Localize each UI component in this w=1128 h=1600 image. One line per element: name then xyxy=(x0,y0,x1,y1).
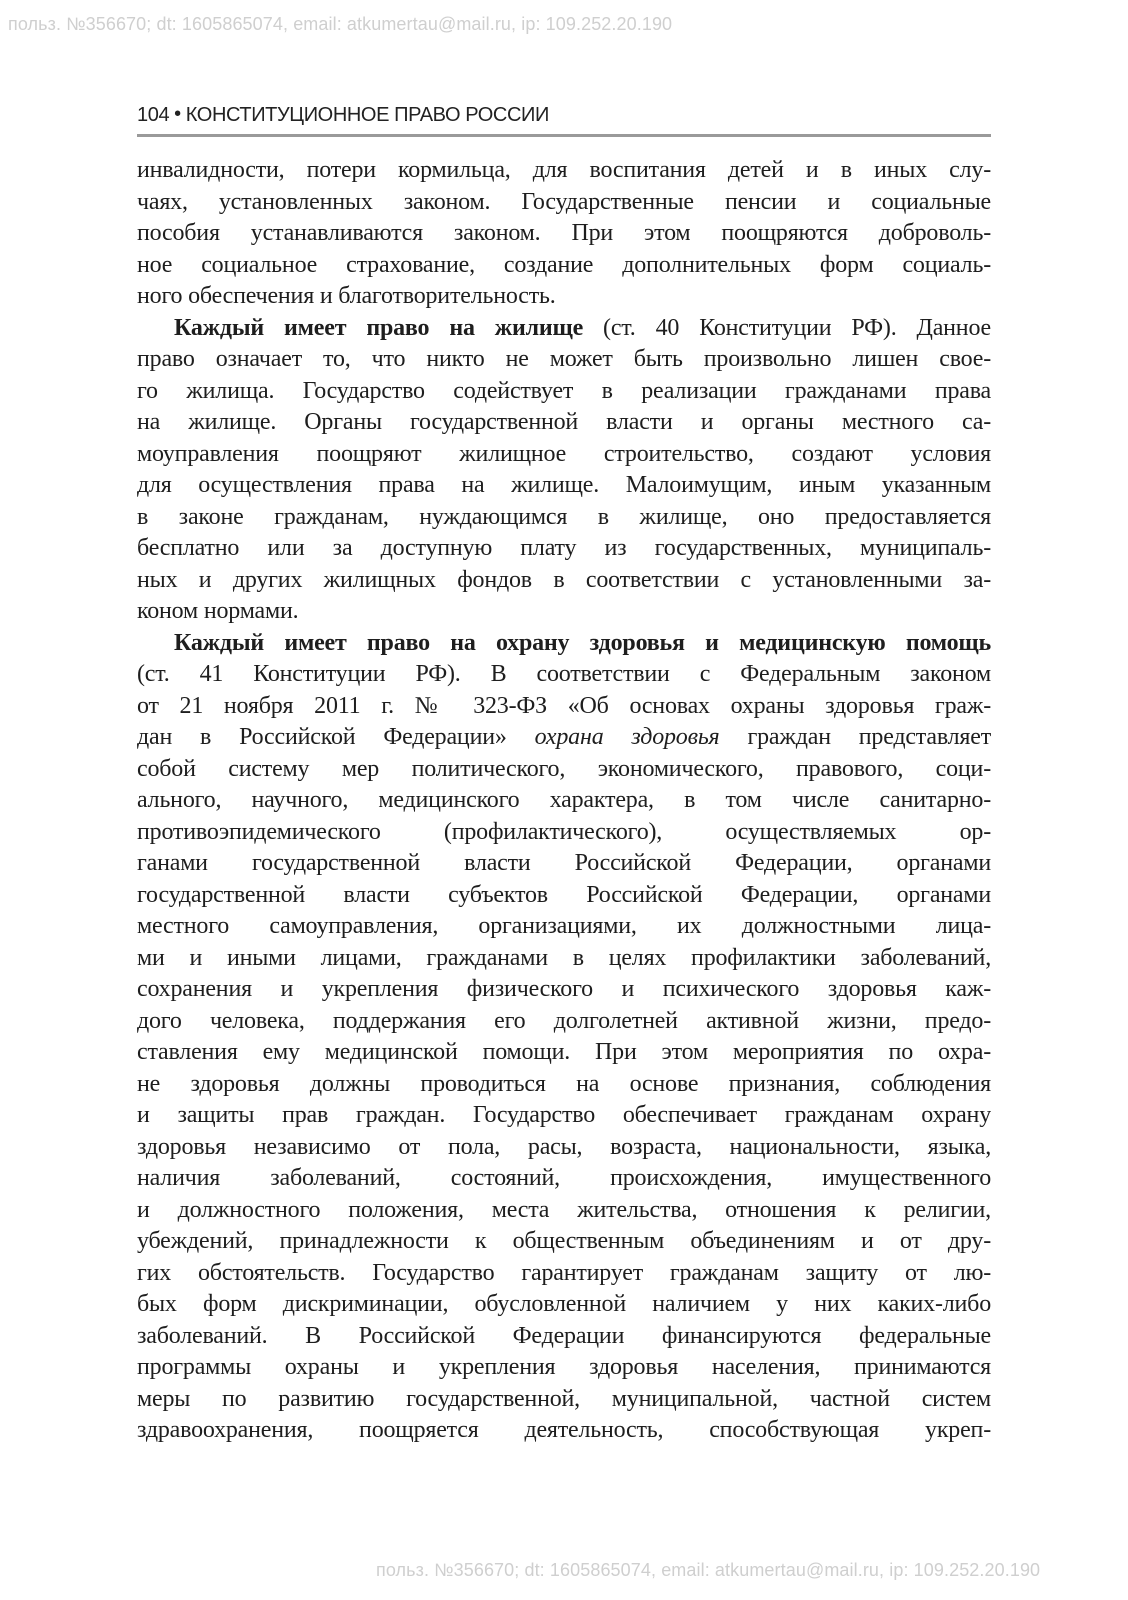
text-line xyxy=(137,596,991,628)
text-line xyxy=(137,1289,991,1321)
watermark-bottom: польз. №356670; dt: 1605865074, email: atkumertau@mail.ru, ip: 109.252.20.190 xyxy=(376,1560,1041,1580)
text-line xyxy=(137,848,991,880)
text-line xyxy=(137,628,991,660)
text-line xyxy=(137,943,991,975)
text-run: не здоровья должны проводиться на основе признания, соблюдения xyxy=(137,1070,991,1097)
text-run: граждан представляет xyxy=(719,724,991,750)
text-run: и должностного положения, места жительства, отношения к религии, xyxy=(137,1196,991,1223)
text-line xyxy=(137,1352,991,1384)
text-run: ганами государственной власти Российской Федерации, органами xyxy=(137,850,991,876)
text-run: пособия устанавливаются законом. При этом поощряются доброволь- xyxy=(137,220,991,246)
text-line xyxy=(137,281,991,313)
text-line xyxy=(137,155,991,187)
text-run: государственной власти субъектов Российской Федерации, органами xyxy=(137,881,991,908)
text-line xyxy=(137,974,991,1006)
text-line xyxy=(137,407,991,439)
text-line xyxy=(137,880,991,912)
text-run: бых форм дискриминации, обусловленной наличием у них каких-либо xyxy=(137,1291,991,1317)
text-run: для осуществления права на жилище. Малоимущим, иным указанным xyxy=(137,472,991,498)
text-line xyxy=(137,439,991,471)
text-line xyxy=(137,1163,991,1195)
text-line xyxy=(137,533,991,565)
text-line xyxy=(137,691,991,723)
text-line xyxy=(137,754,991,786)
text-run: собой систему мер политического, экономического, правового, соци- xyxy=(137,755,991,782)
text-line xyxy=(137,313,991,345)
text-line xyxy=(137,502,991,534)
text-run: моуправления поощряют жилищное строительство, создают условия xyxy=(137,440,991,467)
text-run: (ст. 41 Конституции РФ). В соответствии с Федеральным законом xyxy=(137,661,991,687)
text-line xyxy=(137,817,991,849)
text-run: бесплатно или за доступную плату из государственных, муниципаль- xyxy=(137,535,991,561)
text-line xyxy=(137,911,991,943)
text-run: здоровья независимо от пола, расы, возраста, национальности, языка, xyxy=(137,1133,991,1160)
text-line xyxy=(137,565,991,597)
text-run: в законе гражданам, нуждающимся в жилище, оно предоставляется xyxy=(137,503,991,530)
text-run: ми и иными лицами, гражданами в целях профилактики заболеваний, xyxy=(137,944,991,971)
text-run: сохранения и укрепления физического и психического здоровья каж- xyxy=(137,976,991,1002)
text-run: дого человека, поддержания его долголетней активной жизни, предо- xyxy=(137,1007,991,1034)
text-line xyxy=(137,344,991,376)
text-run: меры по развитию государственной, муниципальной, частной систем xyxy=(137,1385,991,1412)
italic-term-run: охрана здоровья xyxy=(534,724,720,750)
text-line xyxy=(137,470,991,502)
bold-heading-run: Каждый имеет право на жилище xyxy=(174,314,584,341)
text-run: дан в Российской Федерации» xyxy=(137,724,535,750)
text-run: ального, научного, медицинского характера, в том числе санитарно- xyxy=(137,787,991,813)
text-line xyxy=(137,1321,991,1353)
text-run: право означает то, что никто не может быть произвольно лишен свое- xyxy=(137,346,991,372)
text-line xyxy=(137,1226,991,1258)
text-run: и защиты прав граждан. Государство обеспечивает гражданам охрану xyxy=(137,1102,991,1128)
text-line xyxy=(137,1069,991,1101)
text-run: ное социальное страхование, создание дополнительных форм социаль- xyxy=(137,251,991,278)
text-run: заболеваний. В Российской Федерации финансируются федеральные xyxy=(137,1322,991,1349)
text-run: от 21 ноября 2011 г. № 323-ФЗ «Об основах охраны здоровья граж- xyxy=(137,692,991,719)
text-line xyxy=(137,1037,991,1069)
text-line xyxy=(137,187,991,219)
page-body xyxy=(137,155,991,1447)
text-line xyxy=(137,1100,991,1132)
text-line xyxy=(137,722,991,754)
text-run: ставления ему медицинской помощи. При этом мероприятия по охра- xyxy=(137,1039,991,1065)
text-line xyxy=(137,1384,991,1416)
bold-heading-run: Каждый имеет право на охрану здоровья и медицинскую помощь xyxy=(174,629,991,656)
running-header xyxy=(137,104,991,137)
text-line xyxy=(137,1258,991,1290)
text-line xyxy=(137,1195,991,1227)
text-run: наличия заболеваний, состояний, происхождения, имущественного xyxy=(137,1165,991,1191)
page-number: 104 xyxy=(137,104,170,126)
text-run: убеждений, принадлежности к общественным объединениям и от дру- xyxy=(137,1228,991,1254)
text-run: ных и других жилищных фондов в соответствии с установленными за- xyxy=(137,566,991,593)
text-run: противоэпидемического (профилактического), осуществляемых ор- xyxy=(137,818,991,845)
text-line xyxy=(137,250,991,282)
text-line xyxy=(137,376,991,408)
text-run: (ст. 40 Конституции РФ). Данное xyxy=(583,314,991,341)
text-run: го жилища. Государство содействует в реализации гражданами права xyxy=(137,377,991,404)
text-line xyxy=(137,1132,991,1164)
text-run: программы охраны и укрепления здоровья населения, принимаются xyxy=(137,1354,991,1380)
text-line xyxy=(137,785,991,817)
text-run: чаях, установленных законом. Государственные пенсии и социальные xyxy=(137,188,991,215)
text-run: коном нормами. xyxy=(137,598,299,624)
text-line xyxy=(137,218,991,250)
text-run: на жилище. Органы государственной власти и органы местного са- xyxy=(137,409,991,435)
header-separator: • xyxy=(174,103,181,125)
text-run: здравоохранения, поощряется деятельность, способствующая укреп- xyxy=(137,1417,991,1443)
text-line xyxy=(137,1415,991,1447)
text-line xyxy=(137,1006,991,1038)
book-title: КОНСТИТУЦИОННОЕ ПРАВО РОССИИ xyxy=(185,104,549,126)
text-run: местного самоуправления, организациями, их должностными лица- xyxy=(137,913,991,939)
text-run: ного обеспечения и благотворительность. xyxy=(137,283,556,309)
text-run: инвалидности, потери кормильца, для воспитания детей и в иных слу- xyxy=(137,157,991,183)
text-line xyxy=(137,659,991,691)
watermark-top: польз. №356670; dt: 1605865074, email: atkumertau@mail.ru, ip: 109.252.20.190 xyxy=(8,14,673,34)
text-run: гих обстоятельств. Государство гарантирует гражданам защиту от лю- xyxy=(137,1259,991,1286)
